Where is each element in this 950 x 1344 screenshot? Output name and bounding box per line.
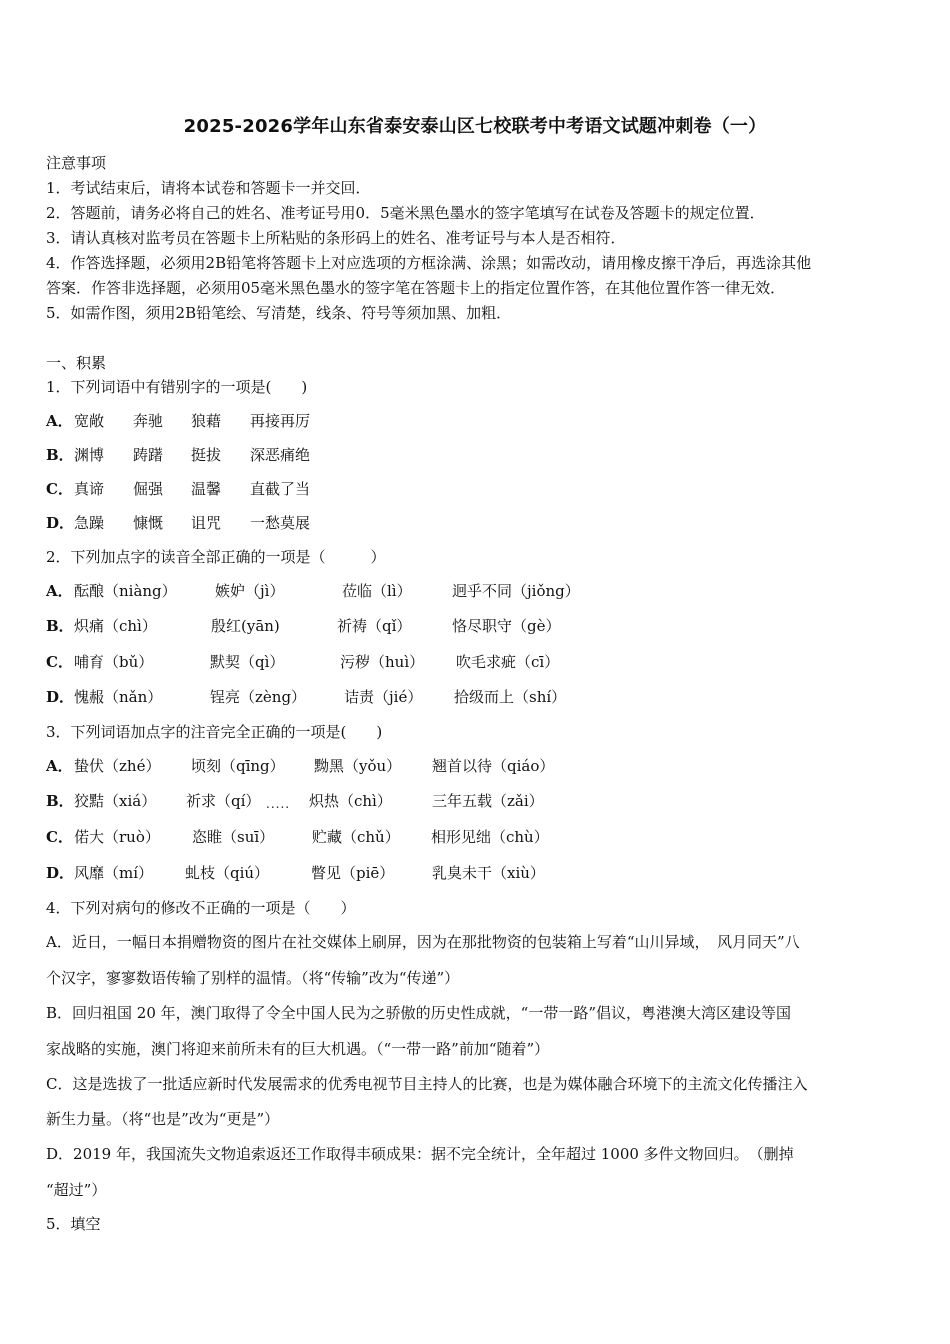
option-word: 直截了当 <box>250 480 311 498</box>
option-word: 祈祷（qǐ） <box>337 617 412 635</box>
section-heading: 一、积累 <box>46 354 107 372</box>
option-word: 锃亮（zèng） <box>210 688 307 706</box>
question-stem: 3．下列词语加点字的注音完全正确的一项是( ) <box>46 723 383 741</box>
option-word: 再接再厉 <box>250 412 311 430</box>
option-word: 诘责（jié） <box>344 688 423 706</box>
q3-option-c <box>46 826 549 847</box>
option-word: 温馨 <box>191 480 222 498</box>
option-word: 恣睢（suī） <box>192 828 275 846</box>
option-label: C． <box>46 828 73 846</box>
emphasis-dots: ..... <box>266 797 291 811</box>
q2-option-b <box>46 615 560 636</box>
question-stem: 1．下列词语中有错别字的一项是( ) <box>46 378 308 396</box>
option-word: 真谛 <box>74 480 105 498</box>
option-word: 迥乎不同（jiǒng） <box>452 582 580 600</box>
option-word: 顷刻（qīng） <box>191 757 285 775</box>
option-word: 乳臭未干（xiù） <box>432 864 545 882</box>
q2-option-d <box>46 686 566 707</box>
q2-option-a <box>46 580 580 601</box>
option-label: A． <box>46 412 73 430</box>
option-label: D． <box>46 514 75 532</box>
option-label: B． <box>46 617 74 635</box>
q4-text-line: “超过”） <box>46 1181 107 1199</box>
option-word: 愧赧（nǎn） <box>74 688 163 706</box>
option-label: D． <box>46 688 75 706</box>
option-word: 哺育（bǔ） <box>74 653 154 671</box>
option-word: 踌躇 <box>133 446 164 464</box>
q2-option-c <box>46 651 559 672</box>
option-label: A． <box>46 582 73 600</box>
option-word: 瞥见（piē） <box>311 864 395 882</box>
notice-item: 5．如需作图，须用2B铅笔绘、写清楚，线条、符号等须加黑、加粗． <box>46 304 512 322</box>
option-label: A． <box>46 757 73 775</box>
option-word: 莅临（lì） <box>342 582 412 600</box>
option-word: 三年五载（zǎi） <box>432 792 544 810</box>
option-word: 恪尽职守（gè） <box>452 617 561 635</box>
notice-item: 2．答题前，请务必将自己的姓名、准考证号用0．5毫米黑色墨水的签字笔填写在试卷及答题卡的规定位置． <box>46 204 765 222</box>
q4-text-line: 个汉字，寥寥数语传输了别样的温情。（将“传输”改为“传递”） <box>46 969 460 987</box>
option-word: 一愁莫展 <box>250 514 311 532</box>
option-word: 祈求（qí） <box>186 792 261 810</box>
option-word: 蛰伏（zhé） <box>74 757 161 775</box>
option-word: 奔驰 <box>133 412 164 430</box>
option-word: 诅咒 <box>191 514 222 532</box>
q1-option-c <box>46 478 310 499</box>
question-stem: 5．填空 <box>46 1215 101 1233</box>
question-stem: 2．下列加点字的读音全部正确的一项是（ ） <box>46 548 386 566</box>
option-word: 虬枝（qiú） <box>185 864 270 882</box>
q1-option-d <box>46 512 310 533</box>
option-label: B． <box>46 792 74 810</box>
q4-text-line: D．2019 年，我国流失文物追索返还工作取得丰硕成果：据不完全统计，全年超过 1000 多件文物回归。 （删掉 <box>46 1145 794 1163</box>
option-word: 狼藉 <box>191 412 222 430</box>
option-word: 炽痛（chì） <box>74 617 157 635</box>
option-word: 急躁 <box>74 514 105 532</box>
q3-option-d <box>46 862 545 883</box>
option-word: 贮藏（chǔ） <box>312 828 400 846</box>
option-word: 吹毛求疵（cī） <box>456 653 560 671</box>
q4-text-line: C．这是选拔了一批适应新时代发展需求的优秀电视节目主持人的比赛，也是为媒体融合环境下的主流文化传播注入 <box>46 1075 808 1093</box>
option-word: 翘首以待（qiáo） <box>432 757 555 775</box>
option-word: 嫉妒（jì） <box>215 582 285 600</box>
option-label: B． <box>46 446 74 464</box>
option-word: 深恶痛绝 <box>250 446 311 464</box>
question-stem: 4．下列对病句的修改不正确的一项是（ ） <box>46 899 356 917</box>
notice-heading: 注意事项 <box>46 154 107 172</box>
q3-option-a <box>46 755 554 776</box>
option-word: 偌大（ruò） <box>74 828 160 846</box>
option-word: 宽敞 <box>74 412 105 430</box>
option-word: 慷慨 <box>133 514 164 532</box>
notice-item: 答案．作答非选择题，必须用05毫米黑色墨水的签字笔在答题卡上的指定位置作答，在其他位置作答一律无效． <box>46 279 786 297</box>
notice-item: 1．考试结束后，请将本试卷和答题卡一并交回． <box>46 179 371 197</box>
option-word: 拾级而上（shí） <box>454 688 567 706</box>
option-word: 狡黠（xiá） <box>74 792 157 810</box>
option-word: 炽热（chì） <box>309 792 392 810</box>
option-word: 酝酿（niàng） <box>74 582 177 600</box>
option-word: 黝黑（yǒu） <box>314 757 402 775</box>
option-word: 相形见绌（chù） <box>431 828 549 846</box>
option-word: 污秽（huì） <box>340 653 425 671</box>
q4-text-line: 家战略的实施，澳门将迎来前所未有的巨大机遇。（“一带一路”前加“随着”） <box>46 1040 550 1058</box>
q1-option-a <box>46 410 310 431</box>
q3-option-b <box>46 790 544 811</box>
notice-item: 4．作答选择题，必须用2B铅笔将答题卡上对应选项的方框涂满、涂黑；如需改动，请用橡皮擦干净后，再选涂其他 <box>46 254 812 272</box>
option-word: 殷红(yān) <box>211 617 280 635</box>
option-label: C． <box>46 480 73 498</box>
option-word: 渊博 <box>74 446 105 464</box>
q1-option-b <box>46 444 310 465</box>
option-label: D． <box>46 864 75 882</box>
option-word: 挺拔 <box>191 446 222 464</box>
option-word: 风靡（mí） <box>74 864 154 882</box>
q4-text-line: A．近日，一幅日本捐赠物资的图片在社交媒体上刷屏，因为在那批物资的包装箱上写着“山川异域， 风月同天”八 <box>46 933 800 951</box>
notice-item: 3．请认真核对监考员在答题卡上所粘贴的条形码上的姓名、准考证号与本人是否相符． <box>46 229 626 247</box>
page-title: 2025-2026学年山东省泰安泰山区七校联考中考语文试题冲刺卷（一） <box>183 116 767 137</box>
option-word: 默契（qì） <box>210 653 285 671</box>
option-word: 倔强 <box>133 480 164 498</box>
q4-text-line: B．回归祖国 20 年，澳门取得了令全中国人民为之骄傲的历史性成就，“一带一路”倡议，粤港澳大湾区建设等国 <box>46 1004 791 1022</box>
option-label: C． <box>46 653 73 671</box>
q4-text-line: 新生力量。（将“也是”改为“更是”） <box>46 1110 280 1128</box>
